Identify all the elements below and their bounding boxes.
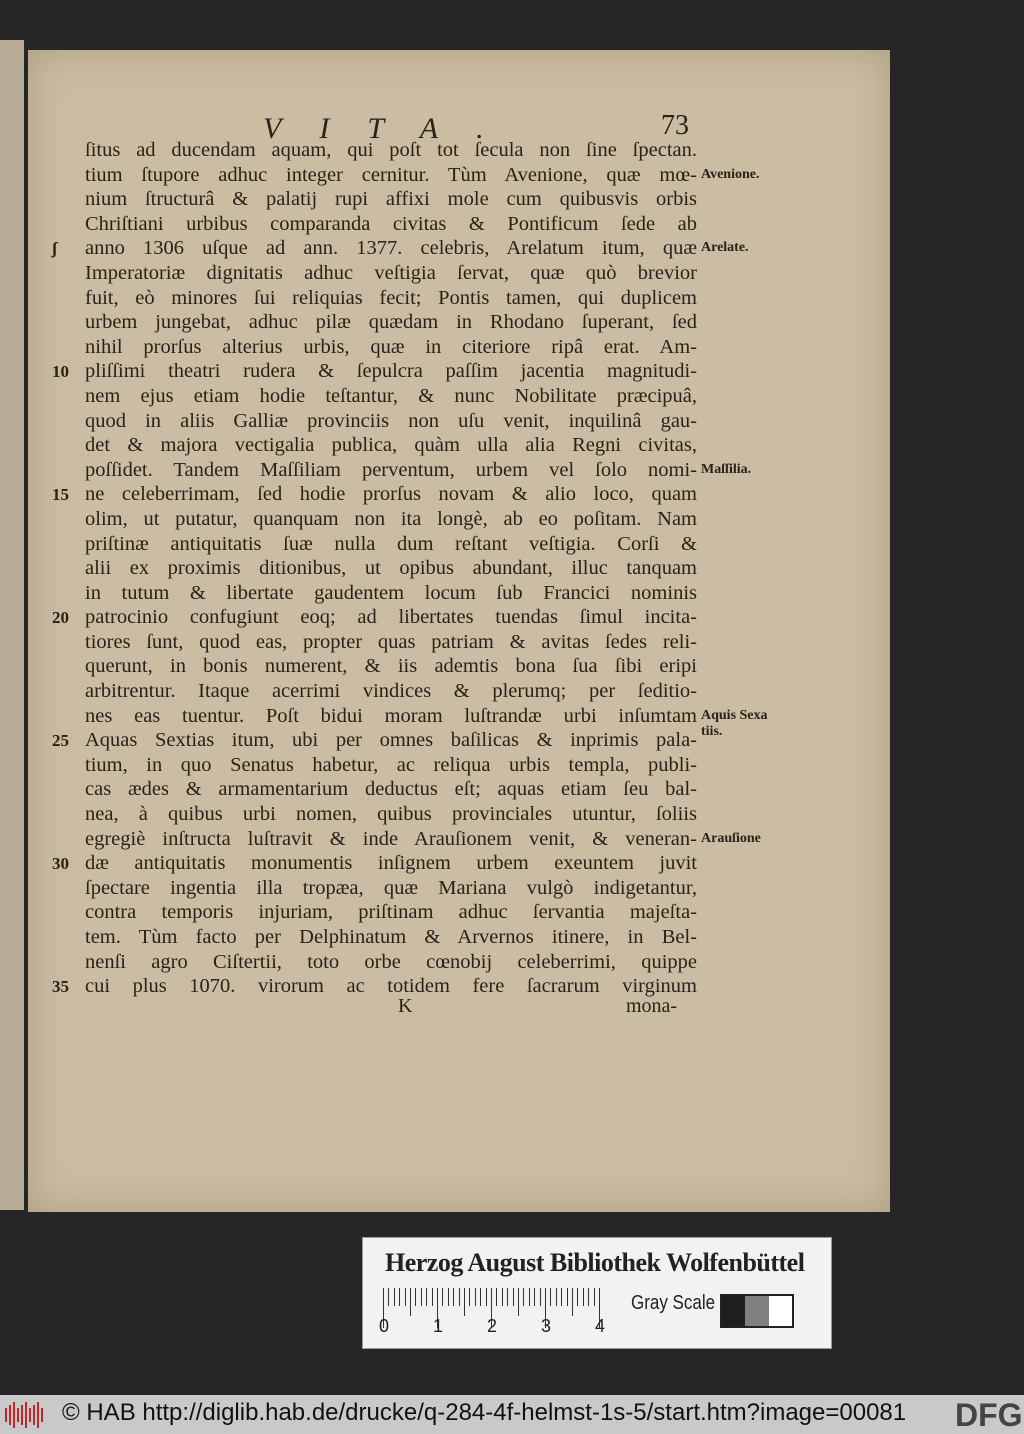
ruler-tick bbox=[480, 1288, 481, 1306]
ruler-tick bbox=[448, 1288, 449, 1306]
gray-swatch bbox=[745, 1296, 768, 1326]
ruler-tick bbox=[577, 1288, 578, 1306]
marginal-note: Arelate. bbox=[701, 240, 749, 256]
line-number: ʃ bbox=[52, 239, 58, 259]
text-line: ſpectare ingentia illa tropæa, quæ Mariana vulgò indigetantur, bbox=[85, 876, 697, 899]
text-line: querunt, in bonis numerent, & iis ademtis bona ſua ſibi eripi bbox=[85, 655, 697, 678]
dfg-logo: DFG bbox=[955, 1397, 1023, 1433]
ruler-tick bbox=[518, 1288, 519, 1316]
copyright-url[interactable]: © HAB http://diglib.hab.de/drucke/q-284-4f-helmst-1s-5/start.htm?image=00081 bbox=[62, 1399, 907, 1426]
marginal-note: Avenione. bbox=[701, 166, 760, 182]
text-line: poſſidet. Tandem Maſſiliam perventum, urbem vel ſolo nomi- bbox=[85, 458, 697, 481]
ruler-tick bbox=[415, 1288, 416, 1306]
text-line: patrocinio confugiunt eoq; ad libertates tuendas ſimul incita- bbox=[85, 606, 697, 629]
line-number: 15 bbox=[52, 485, 69, 505]
ruler-tick bbox=[588, 1288, 589, 1306]
text-line: priſtinæ antiquitatis ſuæ nulla dum reſtant veſtigia. Corſi & bbox=[85, 532, 697, 555]
ruler-label: 4 bbox=[595, 1316, 606, 1336]
footer-bar bbox=[0, 1395, 1024, 1434]
gray-swatch bbox=[769, 1296, 792, 1326]
ruler-tick bbox=[475, 1288, 476, 1306]
text-line: Chriſtiani urbibus comparanda civitas & Pontificum ſede ab bbox=[85, 212, 697, 235]
ruler-tick bbox=[594, 1288, 595, 1306]
ruler-tick bbox=[523, 1288, 524, 1306]
text-line: quod in aliis Galliæ provinciis non uſu venit, inquilinâ gau- bbox=[85, 409, 697, 432]
running-head: VITA. bbox=[263, 112, 522, 145]
ruler-label: 1 bbox=[433, 1316, 444, 1336]
text-line: Aquas Sextias itum, ubi per omnes baſilicas & inprimis pala- bbox=[85, 729, 697, 752]
page-text bbox=[85, 138, 697, 999]
ruler-tick bbox=[469, 1288, 470, 1306]
ruler-tick bbox=[572, 1288, 573, 1316]
ruler-tick bbox=[561, 1288, 562, 1306]
marginal-note: Arauſione bbox=[701, 830, 761, 846]
ruler-label: 2 bbox=[487, 1316, 498, 1336]
line-number: 35 bbox=[52, 977, 69, 997]
text-line: tiores ſunt, quod eas, propter quas patriam & avitas ſedes reli- bbox=[85, 630, 697, 653]
ruler-tick bbox=[486, 1288, 487, 1306]
ruler-tick bbox=[540, 1288, 541, 1306]
text-line: tem. Tùm facto per Delphinatum & Arvernos itinere, in Bel- bbox=[85, 926, 697, 948]
previous-page-edge bbox=[0, 40, 24, 1210]
ruler-label: 0 bbox=[379, 1316, 390, 1336]
line-number: 10 bbox=[52, 362, 69, 382]
ruler-tick bbox=[399, 1288, 400, 1306]
text-line: ſitus ad ducendam aquam, qui poſt tot ſecula non ſine ſpectan. bbox=[85, 139, 697, 161]
ruler-tick bbox=[388, 1288, 389, 1306]
text-line: nenſi agro Ciſtertii, toto orbe cœnobij celeberrimi, quippe bbox=[85, 950, 697, 973]
text-line: in tutum & libertate gaudentem locum ſub Francici nominis bbox=[85, 581, 697, 604]
ruler-tick bbox=[432, 1288, 433, 1306]
ruler-tick bbox=[513, 1288, 514, 1306]
hab-logo-icon bbox=[5, 1400, 45, 1429]
text-line: olim, ut putatur, quanquam non ita longè, ab eo poſitam. Nam bbox=[85, 507, 697, 530]
text-line: anno 1306 uſque ad ann. 1377. celebris, Arelatum itum, quæ bbox=[85, 237, 697, 260]
text-line: nes eas tuentur. Poſt bidui moram luſtrandæ urbi inſumtam bbox=[85, 704, 697, 727]
page-number: 73 bbox=[661, 110, 689, 141]
catchword: mona- bbox=[626, 995, 678, 1017]
ruler-tick bbox=[426, 1288, 427, 1306]
marginal-note: Maſſilia. bbox=[701, 461, 752, 477]
ruler-tick bbox=[534, 1288, 535, 1306]
text-line: contra temporis injuriam, priſtinam adhuc ſervantia majeſta- bbox=[85, 901, 697, 924]
ruler-tick bbox=[464, 1288, 465, 1316]
text-line: cui plus 1070. virorum ac totidem fere ſacrarum virginum bbox=[85, 975, 697, 998]
text-line: tium ſtupore adhuc integer cernitur. Tùm Avenione, quæ mœ- bbox=[85, 163, 697, 186]
ruler-label: 3 bbox=[541, 1316, 552, 1336]
ruler-tick bbox=[583, 1288, 584, 1306]
text-line: alii ex proximis ditionibus, ut opibus abundant, illuc tanquam bbox=[85, 557, 697, 580]
text-line: nem ejus etiam hodie teſtantur, & nunc Nobilitate præcipuâ, bbox=[85, 384, 697, 407]
text-line: urbem jungebat, adhuc pilæ quædam in Rhodano ſuperant, ſed bbox=[85, 311, 697, 334]
ruler-tick bbox=[442, 1288, 443, 1306]
color-reference-card bbox=[362, 1237, 832, 1349]
ruler-tick bbox=[507, 1288, 508, 1306]
ruler-tick bbox=[567, 1288, 568, 1306]
text-line: cas ædes & armamentarium deductus eſt; aquas etiam ſeu bal- bbox=[85, 778, 697, 801]
text-line: fuit, eò minores ſui reliquias fecit; Pontis tamen, qui duplicem bbox=[85, 286, 697, 309]
ruler-tick bbox=[529, 1288, 530, 1306]
gray-swatch bbox=[722, 1296, 745, 1326]
text-line: pliſſimi theatri rudera & ſepulcra paſſim jacentia magnitudi- bbox=[85, 360, 697, 383]
ruler-tick bbox=[394, 1288, 395, 1306]
ruler-tick bbox=[556, 1288, 557, 1306]
text-line: tium, in quo Senatus habetur, ac reliqua urbis templa, publi- bbox=[85, 753, 697, 776]
library-name: Herzog August Bibliothek Wolfenbüttel bbox=[385, 1248, 805, 1277]
ruler-tick bbox=[550, 1288, 551, 1306]
line-number: 25 bbox=[52, 731, 69, 751]
ruler-tick bbox=[421, 1288, 422, 1306]
text-line: dæ antiquitatis monumentis inſignem urbem exeuntem juvit bbox=[85, 852, 697, 875]
ruler-tick bbox=[502, 1288, 503, 1306]
ruler-tick bbox=[405, 1288, 406, 1306]
text-line: nium ſtructurâ & palatij rupi affixi mole cum quibusvis orbis bbox=[85, 188, 697, 211]
text-line: Imperatoriæ dignitatis adhuc veſtigia ſervat, quæ quò brevior bbox=[85, 261, 697, 284]
line-number: 20 bbox=[52, 608, 69, 628]
ruler-tick bbox=[410, 1288, 411, 1316]
ruler-tick bbox=[453, 1288, 454, 1306]
gray-scale-swatches bbox=[720, 1294, 794, 1328]
text-line: nea, à quibus urbi nomen, quibus provinciales utuntur, ſoliis bbox=[85, 803, 697, 826]
marginal-note: Aquis Sexa tiis. bbox=[701, 707, 768, 739]
text-line: egregiè inſtructa luſtravit & inde Arauſionem venit, & veneran- bbox=[85, 827, 697, 850]
book-page bbox=[28, 50, 890, 1212]
text-line: ne celeberrimam, ſed hodie prorſus novam & alio loco, quam bbox=[85, 483, 697, 506]
text-line: arbitrentur. Itaque acerrimi vindices & plerumq; per ſeditio- bbox=[85, 680, 697, 703]
text-line: nihil prorſus alterius urbis, quæ in citeriore ripâ erat. Am- bbox=[85, 335, 697, 358]
text-line: det & majora vectigalia publica, quàm ulla alia Regni civitas, bbox=[85, 434, 697, 457]
ruler-tick bbox=[459, 1288, 460, 1306]
ruler-tick bbox=[496, 1288, 497, 1306]
gray-scale-label: Gray Scale bbox=[631, 1292, 716, 1314]
signature-mark: K bbox=[398, 995, 413, 1017]
line-number: 30 bbox=[52, 854, 69, 874]
